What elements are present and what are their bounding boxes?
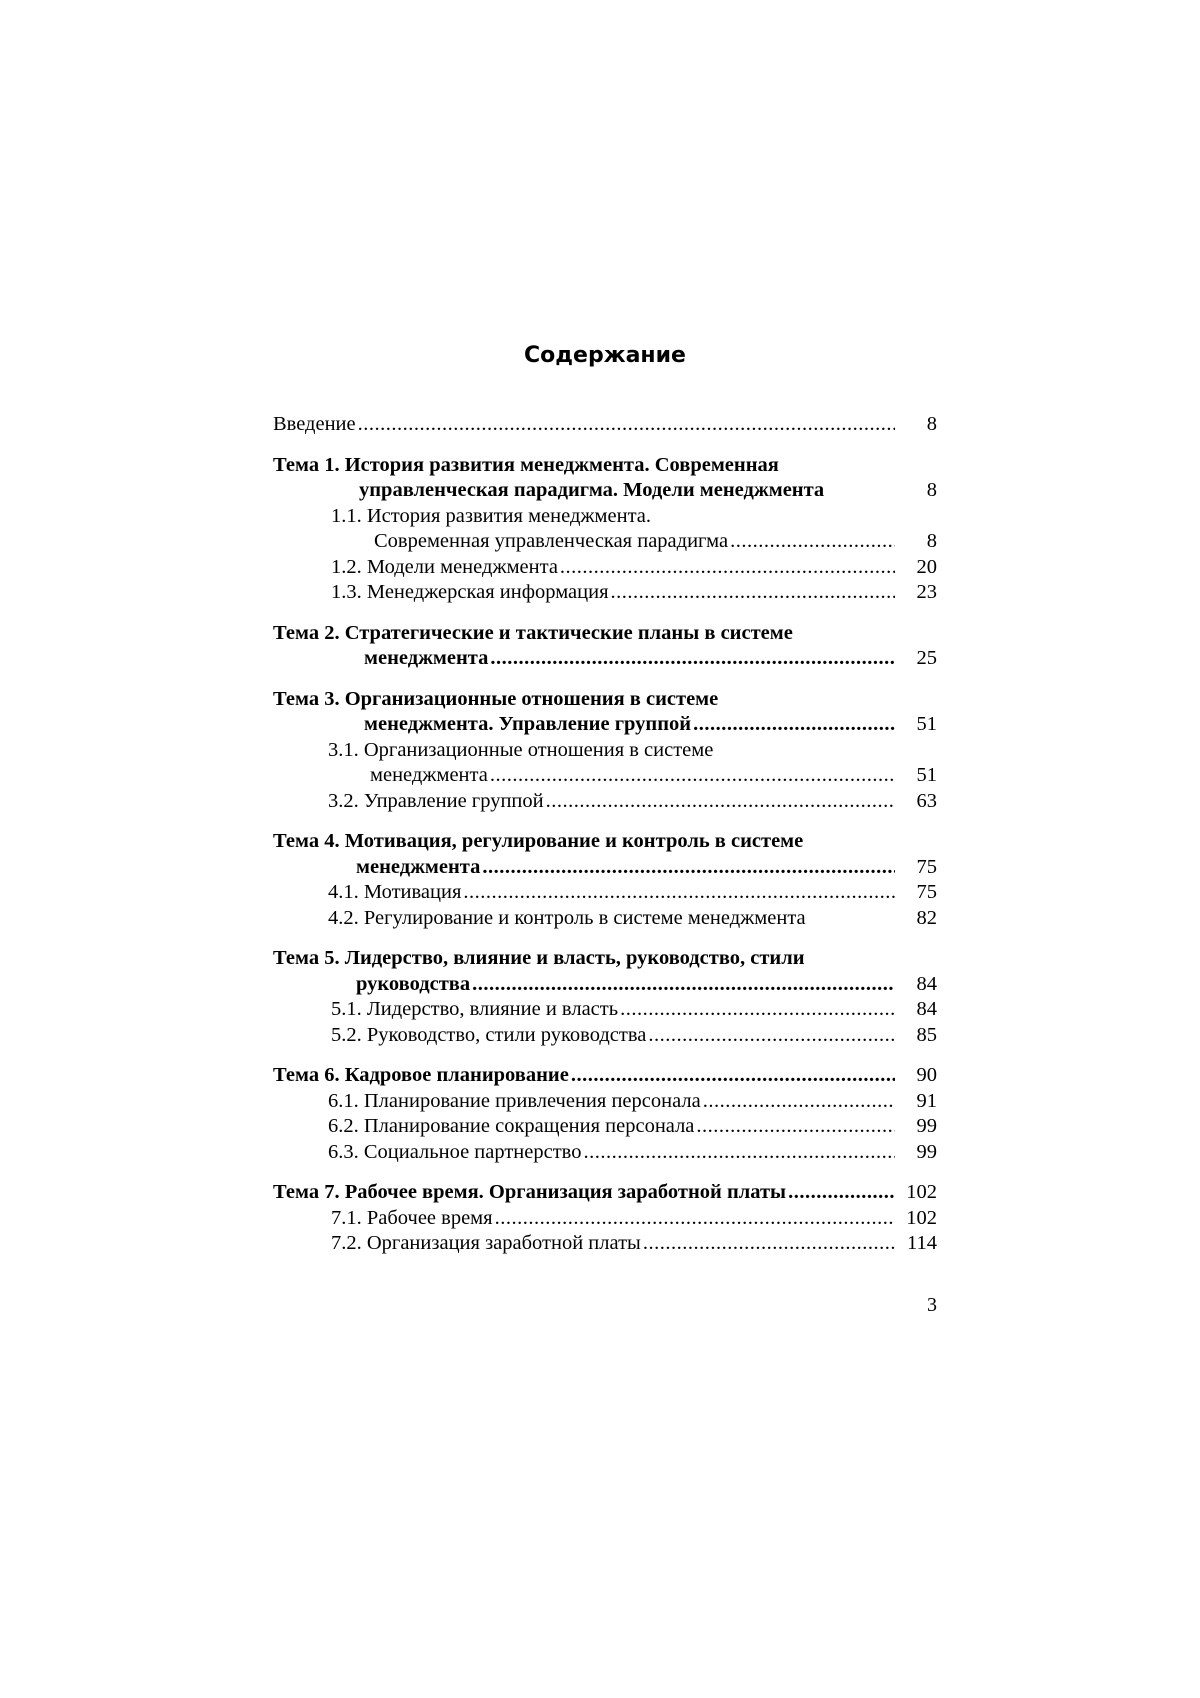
toc-subentry-5-1[interactable]: [273, 997, 937, 1023]
toc-entry-label: менеджмента: [370, 764, 488, 786]
toc-subentry-1-3[interactable]: [273, 580, 937, 606]
toc-entry-theme-2[interactable]: [273, 646, 937, 672]
toc-page-number: 84: [916, 998, 937, 1020]
toc-theme-heading[interactable]: Тема 1. История развития менеджмента. Современная: [273, 453, 779, 476]
toc-subentry-1-2[interactable]: [273, 555, 937, 581]
page-number: 3: [927, 1294, 937, 1316]
toc-entry-theme-4[interactable]: [273, 855, 937, 881]
dot-leader: [490, 646, 895, 672]
toc-theme-2: [273, 621, 937, 672]
toc-page-number: 8: [926, 479, 937, 501]
toc-entry-theme-3[interactable]: [273, 712, 937, 738]
toc-entry-label: 5.1. Лидерство, влияние и власть: [331, 998, 619, 1020]
toc-subentry-1-1[interactable]: [273, 529, 937, 555]
dot-leader: [643, 1231, 895, 1257]
dot-leader: [463, 880, 895, 906]
dot-leader: [571, 1063, 895, 1089]
dot-leader: [648, 1023, 895, 1049]
toc-page-number: 63: [916, 789, 937, 812]
toc-page-number: 23: [916, 581, 937, 603]
toc-entry-label: руководства: [356, 972, 471, 995]
toc-entry-label: 7.1. Рабочее время: [331, 1206, 493, 1229]
dot-leader: [482, 855, 895, 881]
dot-leader: [490, 763, 895, 789]
page-title: Содержание: [524, 343, 686, 368]
toc-entry-label: управленческая парадигма. Модели менеджмента: [359, 479, 825, 501]
toc-entry-label: 6.2. Планирование сокращения персонала: [328, 1115, 695, 1137]
toc-theme-heading[interactable]: Тема 3. Организационные отношения в системе: [273, 687, 719, 710]
toc-page-number: 91: [916, 1089, 937, 1112]
toc-subentry-4-2[interactable]: [273, 906, 937, 932]
toc-theme-6: [273, 1063, 937, 1165]
toc-theme-4: [273, 829, 937, 931]
toc-page-number: 114: [907, 1232, 937, 1254]
toc-subentry-6-1[interactable]: [273, 1089, 937, 1115]
toc-page-number: 75: [916, 881, 937, 903]
toc-subentry-3-1[interactable]: [273, 763, 937, 789]
toc-subentry-6-2[interactable]: [273, 1114, 937, 1140]
dot-leader: [693, 712, 895, 738]
toc-entry-label: 4.2. Регулирование и контроль в системе менеджмента: [328, 906, 806, 929]
toc-entry-label: 1.3. Менеджерская информация: [331, 581, 609, 603]
toc-entry-intro[interactable]: [273, 412, 937, 438]
toc-subentry-6-3[interactable]: [273, 1140, 937, 1166]
toc-theme-heading[interactable]: Тема 2. Стратегические и тактические планы в системе: [273, 621, 793, 644]
toc-entry-label: 4.1. Мотивация: [328, 881, 462, 903]
dot-leader: [472, 972, 895, 998]
toc-entry-label: 1.2. Модели менеджмента: [331, 555, 558, 578]
dot-leader: [546, 789, 895, 815]
toc-entry-label: Современная управленческая парадигма: [374, 530, 729, 552]
dot-leader: [703, 1089, 895, 1115]
toc-page-number: 85: [916, 1023, 937, 1046]
toc-subentry-5-2[interactable]: [273, 1023, 937, 1049]
toc-page-number: 25: [916, 647, 937, 669]
toc-page-number: 20: [916, 555, 937, 578]
toc-page-number: 75: [916, 855, 937, 878]
toc-theme-heading[interactable]: Тема 4. Мотивация, регулирование и контроль в системе: [273, 830, 804, 852]
dot-leader: [358, 412, 895, 438]
toc-entry-label: Тема 6. Кадровое планирование: [273, 1064, 569, 1086]
toc-entry-label: Введение: [273, 413, 356, 435]
toc-entry-theme-5[interactable]: [273, 972, 937, 998]
dot-leader: [560, 555, 895, 581]
toc-subentry-heading[interactable]: 3.1. Организационные отношения в системе: [328, 738, 714, 761]
toc-entry-label: 6.3. Социальное партнерство: [328, 1140, 582, 1163]
toc-entry-theme-1[interactable]: [273, 478, 937, 504]
toc-page-number: 51: [916, 713, 937, 735]
toc-page-number: 99: [916, 1140, 937, 1163]
toc-subentry-heading[interactable]: 1.1. История развития менеджмента.: [331, 504, 652, 527]
toc-page-number: 8: [926, 413, 937, 435]
toc-entry-label: 6.1. Планирование привлечения персонала: [328, 1089, 701, 1112]
toc-subentry-4-1[interactable]: [273, 880, 937, 906]
toc-subentry-3-2[interactable]: [273, 789, 937, 815]
toc-entry-label: 7.2. Организация заработной платы: [331, 1232, 641, 1254]
toc-entry-label: 3.2. Управление группой: [328, 789, 544, 812]
dot-leader: [696, 1114, 895, 1140]
toc-theme-7: [273, 1180, 937, 1257]
toc-theme-1: [273, 453, 937, 606]
dot-leader: [730, 529, 895, 555]
toc-entry-label: Тема 7. Рабочее время. Организация заработной платы: [273, 1181, 787, 1203]
toc-theme-3: [273, 687, 937, 815]
dot-leader: [611, 580, 895, 606]
dot-leader: [583, 1140, 895, 1166]
toc-entry-label: менеджмента: [364, 647, 489, 669]
toc-page-number: 82: [916, 906, 937, 929]
toc-page-number: 102: [906, 1206, 937, 1229]
dot-leader: [788, 1180, 895, 1206]
toc-page-number: 102: [906, 1181, 937, 1203]
toc-subentry-7-1[interactable]: [273, 1206, 937, 1232]
dot-leader: [495, 1206, 895, 1232]
table-of-contents: [273, 412, 937, 1257]
toc-entry-theme-7[interactable]: [273, 1180, 937, 1206]
toc-page-number: 99: [916, 1115, 937, 1137]
toc-page-number: 51: [916, 764, 937, 786]
toc-theme-heading[interactable]: Тема 5. Лидерство, влияние и власть, руководство, стили: [273, 947, 805, 969]
dot-leader: [620, 997, 895, 1023]
toc-entry-theme-6[interactable]: [273, 1063, 937, 1089]
toc-subentry-7-2[interactable]: [273, 1231, 937, 1257]
toc-page-number: 84: [916, 972, 937, 995]
toc-entry-label: менеджмента: [356, 855, 481, 878]
toc-entry-label: менеджмента. Управление группой: [364, 713, 692, 735]
toc-entry-label: 5.2. Руководство, стили руководства: [331, 1023, 647, 1046]
toc-theme-5: [273, 946, 937, 1048]
toc-page-number: 90: [916, 1064, 937, 1086]
toc-page-number: 8: [926, 530, 937, 552]
